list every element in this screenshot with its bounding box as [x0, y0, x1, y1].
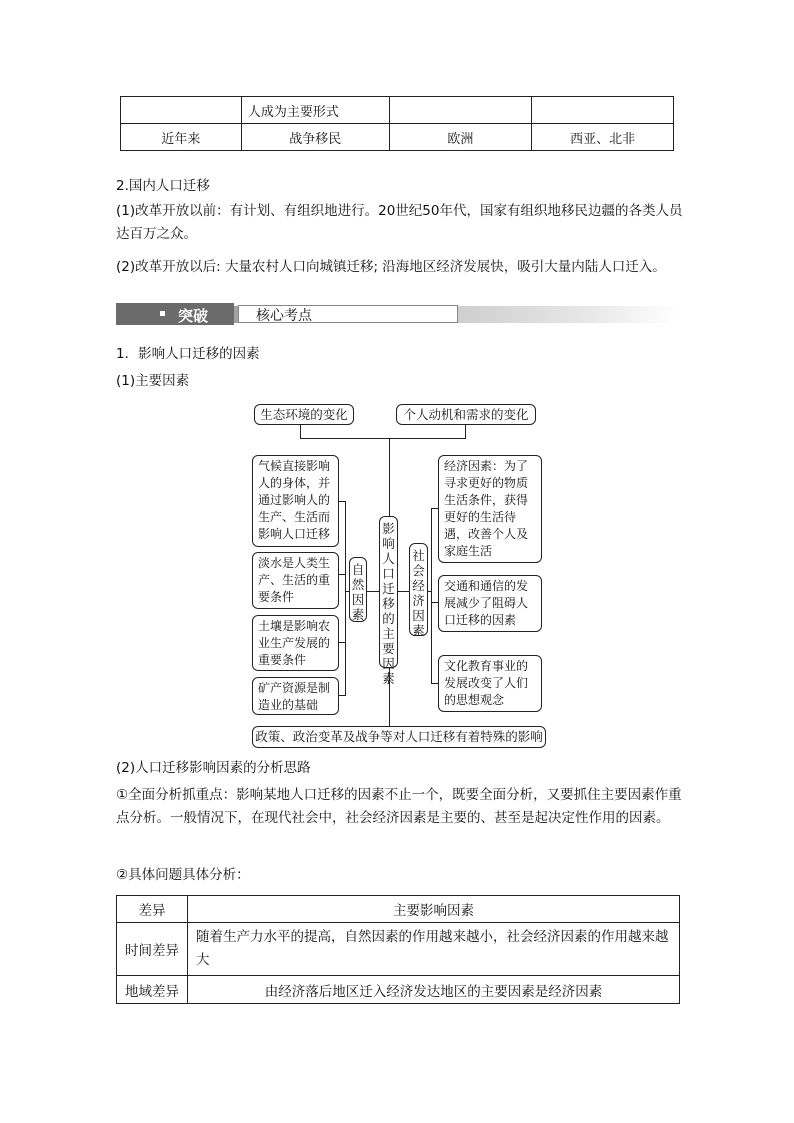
- table-cell: 欧洲: [389, 124, 532, 151]
- section-heading-factors: 1．影响人口迁移的因素: [116, 346, 260, 362]
- table-row: [117, 923, 680, 976]
- banner-label-breakthrough: 突破: [178, 307, 209, 325]
- paragraph-before-reform: (1)改革开放以前：有计划、有组织地进行。20世纪50年代，国家有组织地移民边疆的各类人员达百万之众。: [116, 203, 683, 242]
- box-transport: 交通和通信的发展减少了阻碍人口迁移的因素: [438, 575, 542, 632]
- paragraph-specific: ②具体问题具体分析：: [116, 867, 250, 883]
- table-cell: 战争移民: [241, 124, 389, 151]
- box-policy: 政策、政治变革及战争等对人口迁移有着特殊的影响: [252, 726, 546, 748]
- subheading-main-factors: (1)主要因素: [116, 373, 190, 389]
- table-cell: 人成为主要形式: [241, 97, 389, 124]
- table-header-cell: 差异: [117, 896, 188, 923]
- table-cell: 地域差异: [117, 976, 188, 1004]
- box-main-factors: 影响人口迁移的主要因素: [379, 516, 398, 668]
- section-heading-domestic-migration: 2.国内人口迁移: [116, 178, 210, 194]
- box-personal-motivation: 个人动机和需求的变化: [396, 404, 536, 425]
- table-cell: 近年来: [121, 124, 242, 151]
- table-header-cell: 主要影响因素: [188, 896, 680, 923]
- box-minerals: 矿产资源是制造业的基础: [252, 677, 339, 715]
- box-economic: 经济因素：为了寻求更好的物质生活条件，获得更好的生活待遇，改善个人及家庭生活: [438, 455, 542, 563]
- table-cell: 由经济落后地区迁入经济发达地区的主要因素是经济因素: [188, 976, 680, 1004]
- box-natural-factors: 自然因素: [349, 557, 367, 622]
- table-cell: 时间差异: [117, 923, 188, 976]
- box-freshwater: 淡水是人类生产、生活的重要条件: [252, 552, 339, 609]
- table-row: [117, 976, 680, 1004]
- box-education: 文化教育事业的发展改变了人们的思想观念: [438, 655, 542, 712]
- table-header-row: [117, 896, 680, 923]
- table-cell: 西亚、北非: [532, 124, 674, 151]
- box-socioeconomic-factors: 社会经济因素: [409, 543, 428, 636]
- subheading-analysis: (2)人口迁移影响因素的分析思路: [116, 760, 311, 776]
- box-climate: 气候直接影响人的身体，并通过影响人的生产、生活而影响人口迁移: [252, 455, 339, 547]
- banner-label-core: 核心考点: [256, 308, 312, 324]
- box-soil: 土壤是影响农业生产发展的重要条件: [252, 615, 339, 671]
- table-cell: 随着生产力水平的提高，自然因素的作用越来越小，社会经济因素的作用越来越大: [188, 923, 680, 976]
- paragraph-after-reform: (2)改革开放以后: 大量农村人口向城镇迁移; 沿海地区经济发展快，吸引大量内陆人口迁入。: [116, 259, 666, 275]
- paragraph-comprehensive: ①全面分析抓重点：影响某地人口迁移的因素不止一个，既要全面分析，又要抓住主要因素作重点分析。一般情况下，在现代社会中，社会经济因素是主要的、甚至是起决定性作用的因素。: [116, 787, 682, 826]
- difference-table: [116, 895, 680, 1004]
- box-eco-environment: 生态环境的变化: [254, 404, 354, 425]
